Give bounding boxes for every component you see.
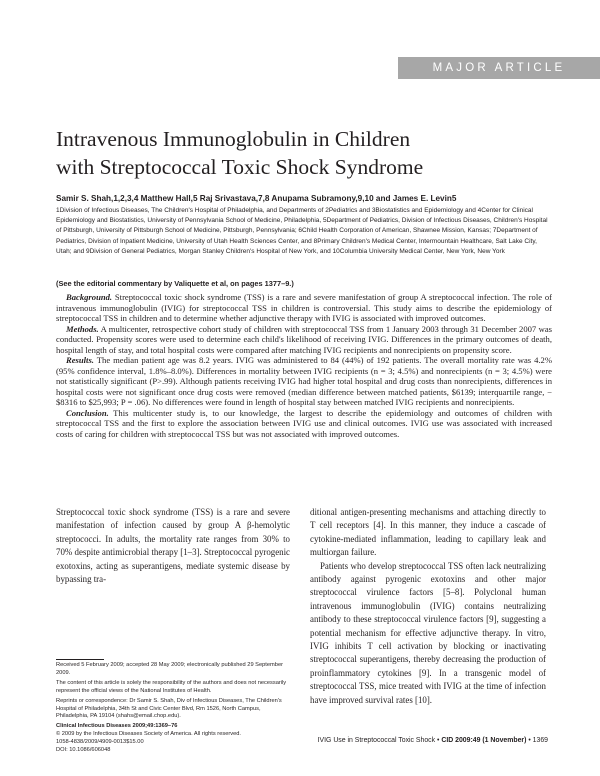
abstract-methods-text: A multicenter, retrospective cohort study of children with streptococcal TSS from 1 January 2003 through 31 December 2007 was conducted. Propensity scores were used to determine each child's likelihood of receiving IVIG. Differences in the primary outcomes of death, hospital length of stay, and total hospital costs were compared after matching IVIG recipients and nonrecipients on propensity score.	[56, 323, 552, 355]
footnote-divider	[56, 659, 104, 660]
abstract	[56, 292, 552, 439]
page-footer	[318, 737, 548, 744]
title-line-1: Intravenous Immunoglobulin in Children	[56, 127, 411, 151]
body-paragraph: ditional antigen-presenting mechanisms and attaching directly to T cell receptors [4]. In this manner, they induce a cascade of cytokine-mediated inflammation, leading to capillary leak and multiorgan failure.	[310, 507, 546, 558]
abstract-conclusion-label: Conclusion.	[66, 407, 109, 418]
disclaimer-note: The content of this article is solely the responsibility of the authors and does not necessarily represent the official views of the National Institutes of Health.	[56, 679, 287, 694]
footer-separator: •	[528, 737, 531, 744]
abstract-background	[56, 292, 552, 324]
copyright-line: © 2009 by the Infectious Diseases Society of America. All rights reserved.	[56, 731, 242, 738]
body-column-left	[56, 506, 290, 586]
body-paragraph: Patients who develop streptococcal TSS often lack neutralizing antibody against pyrogenic exotoxins and other major streptococcal virulence factors [5–8]. Polyclonal human intravenous immunoglobulin (IVIG) contains neutralizing antibody to these streptococcal virulence factors [9], suggesting a potential mechanism for effective adjunctive therapy. In vitro, IVIG inhibits T cell activation by blocking or inactivating streptococcal superantigens, thereby decreasing the production of proinflammatory cytokines [9]. In a transgenic model of streptococcal TSS, mice treated with IVIG at the time of infection have improved survival rates [10].	[310, 560, 546, 705]
running-title: IVIG Use in Streptococcal Toxic Shock	[317, 737, 436, 744]
abstract-results	[56, 355, 552, 408]
issue-date: (1 November)	[482, 737, 527, 744]
footer-separator: •	[437, 737, 440, 744]
abstract-results-label: Results.	[66, 355, 94, 365]
abstract-conclusion-text: This multicenter study is, to our knowledge, the largest to describe the epidemiology and outcomes of children with streptococcal TSS and the first to explore the association between IVIG use and clinical outcomes. IVIG use was associated with increased costs of caring for children with streptococcal TSS but was not associated with improved outcomes.	[56, 407, 552, 439]
author-list: Samir S. Shah,1,2,3,4 Matthew Hall,5 Raj Srivastava,7,8 Anupama Subramony,9,10 and James E. Levin5	[56, 194, 457, 203]
abstract-background-label: Background.	[66, 292, 113, 302]
abstract-results-text: The median patient age was 8.2 years. IVIG was administered to 84 (44%) of 192 patients. The overall mortality rate was 4.2% (95% confidence interval, 1.8%–8.0%). Differences in mortality between IVIG recipients (n = 3; 4.5%) and nonrecipients (n = 3; 4.5%) were not statistically significant (P>.99). Although patients receiving IVIG had higher total hospital and drug costs than nonrecipients, differences in hospital costs were not significant once drug costs were removed (median difference between matched patients, $6139; interquartile range, −$8316 to $25,993; P = .06). No differences were found in length of hospital stay between matched IVIG recipients and nonrecipients.	[56, 355, 552, 407]
reprints-note: Reprints or correspondence: Dr Samir S. Shah, Div of Infectious Diseases, The Children's Hospital of Philadelphia, 34th St and Civic Center Blvd, Rm 1526, North Campus, Philadelphia, PA 19104 (shahs@email.chop.edu).	[56, 697, 282, 720]
title-line-2: with Streptococcal Toxic Shock Syndrome	[56, 155, 424, 179]
page-number: 1369	[532, 737, 548, 744]
journal-volume: CID 2009:49	[441, 737, 481, 744]
body-column-right	[310, 506, 546, 707]
abstract-background-text: Streptococcal toxic shock syndrome (TSS) is a rare and severe manifestation of group A streptococcal infection. The role of intravenous immunoglobulin (IVIG) for streptococcal TSS in children is controversial. This study aims to describe the epidemiology of streptococcal TSS in children and to determine whether adjunctive therapy with IVIG is associated with improved outcomes.	[56, 292, 552, 323]
footnotes	[56, 662, 290, 755]
body-paragraph: Streptococcal toxic shock syndrome (TSS) is a rare and severe manifestation of infection caused by group A β-hemolytic streptococci. In adults, the mortality rate ranges from 30% to 70% despite antimicrobial therapy [1–3]. Streptococcal pyrogenic exotoxins, acting as superantigens, mediate systemic disease by bypassing tra-	[56, 507, 290, 585]
affiliations: 1Division of Infectious Diseases, The Children's Hospital of Philadelphia, and Departments of 2Pediatrics and 3Biostatistics and Epidemiology and 4Center for Clinical Epidemiology and Biostatistics, University of Pennsylvania School of Medicine, Philadelphia, 5Department of Pediatrics, Division of Infectious Diseases, Children's Hospital of Pittsburgh, University of Pittsburgh School of Medicine, Pittsburgh, Pennsylvania; 6Child Health Corporation of American, Shawnee Mission, Kansas; 7Department of Pediatrics, Division of Inpatient Medicine, University of Utah Health Sciences Center, and 8Primary Children's Medical Center, Intermountain Healthcare, Salt Lake City, Utah; and 9Division of General Pediatrics, Morgan Stanley Children's Hospital of New York, and 10Columbia University Medical Center, New York, New York	[56, 207, 548, 255]
received-dates: Received 5 February 2009; accepted 28 May 2009; electronically published 29 September 2009.	[56, 662, 284, 676]
doi-line: DOI: 10.1086/606048	[56, 747, 111, 754]
abstract-methods-label: Methods.	[66, 323, 99, 334]
editorial-commentary-note: (See the editorial commentary by Valiquette et al, on pages 1377–9.)	[56, 279, 294, 288]
article-title	[56, 125, 556, 181]
section-label: MAJOR ARTICLE	[398, 57, 600, 79]
abstract-methods	[56, 324, 552, 356]
abstract-conclusion	[56, 408, 552, 440]
journal-citation: Clinical Infectious Diseases 2009;49:1369–76	[56, 723, 178, 730]
issn-line: 1058-4838/2009/4909-0013$15.00	[56, 739, 144, 746]
